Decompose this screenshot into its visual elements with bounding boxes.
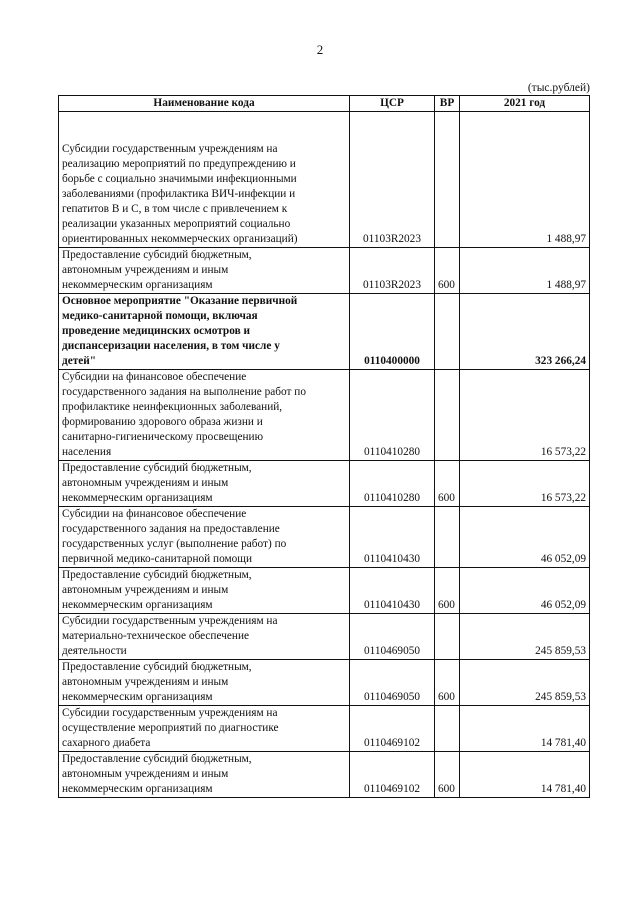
table-row [59,706,590,752]
row-name-line: автономным учреждениям и иным [62,477,229,489]
row-name-line: Субсидии на финансовое обеспечение [62,371,247,383]
table-row [59,461,590,507]
row-name-line: материально-техническое обеспечение [62,630,250,642]
row-sum: 16 573,22 [460,461,590,507]
row-name-line: формированию здорового образа жизни и [62,416,263,428]
row-name [59,752,350,798]
row-sum: 14 781,40 [460,752,590,798]
row-name-line: сахарного диабета [62,737,151,749]
row-name [59,706,350,752]
row-vr [435,370,460,461]
row-csr: 0110410280 [350,370,435,461]
table-row [59,294,590,370]
row-name-line: автономным учреждениям и иным [62,768,229,780]
row-name-line: автономным учреждениям и иным [62,676,229,688]
row-name-line: гепатитов В и С, в том числе с привлечением к [62,203,288,215]
row-sum: 46 052,09 [460,568,590,614]
row-name-line: Предоставление субсидий бюджетным, [62,753,252,765]
row-name [59,112,350,248]
row-vr: 600 [435,248,460,294]
row-csr: 01103R2023 [350,112,435,248]
table-row [59,568,590,614]
row-sum: 1 488,97 [460,112,590,248]
row-name-line [62,112,346,127]
row-name-line: профилактике неинфекционных заболеваний, [62,401,283,413]
table-row [59,507,590,568]
row-vr [435,112,460,248]
table-row [59,614,590,660]
header-csr: ЦСР [350,96,435,112]
row-name [59,614,350,660]
row-name [59,461,350,507]
row-name-line: Субсидии государственным учреждениям на [62,615,278,627]
row-name [59,507,350,568]
header-year: 2021 год [460,96,590,112]
row-name-line: диспансеризации населения, в том числе у [62,340,280,352]
row-name [59,660,350,706]
row-name-line: реализацию мероприятий по предупреждению и [62,158,296,170]
row-vr: 600 [435,461,460,507]
units-label: (тыс.рублей) [527,82,590,94]
row-csr: 01103R2023 [350,248,435,294]
table-row [59,112,590,248]
row-name-line: деятельности [62,645,127,657]
row-name [59,294,350,370]
row-name-line: некоммерческим организациям [62,279,213,291]
row-csr: 0110469050 [350,614,435,660]
row-name-line: заболеваниями (профилактика ВИЧ-инфекции и [62,188,296,200]
table-row [59,752,590,798]
table-row [59,660,590,706]
row-vr [435,294,460,370]
row-name-line: государственных услуг (выполнение работ) по [62,538,287,550]
row-name-line: Основное мероприятие "Оказание первичной [62,295,298,307]
row-csr: 0110469050 [350,660,435,706]
row-name-line: медико-санитарной помощи, включая [62,310,258,322]
row-name-line: автономным учреждениям и иным [62,264,229,276]
row-name-line: государственного задания на выполнение работ по [62,386,306,398]
row-vr: 600 [435,752,460,798]
row-name-line: осуществление мероприятий по диагностике [62,722,279,734]
row-name-line: некоммерческим организациям [62,783,213,795]
row-sum: 14 781,40 [460,706,590,752]
row-name-line: первичной медико-санитарной помощи [62,553,253,565]
table-row [59,370,590,461]
page-number: 2 [316,42,324,57]
row-vr [435,614,460,660]
row-name-line: Субсидии государственным учреждениям на [62,143,278,155]
row-name-line: некоммерческим организациям [62,599,213,611]
row-csr: 0110400000 [350,294,435,370]
row-name-line: автономным учреждениям и иным [62,584,229,596]
row-csr: 0110469102 [350,706,435,752]
row-sum: 1 488,97 [460,248,590,294]
row-sum: 323 266,24 [460,294,590,370]
row-name-line: Субсидии государственным учреждениям на [62,707,278,719]
row-name-line: Субсидии на финансовое обеспечение [62,508,247,520]
row-name-line: ориентированных некоммерческих организаций) [62,233,298,245]
row-sum: 245 859,53 [460,614,590,660]
row-name [59,568,350,614]
row-vr [435,706,460,752]
header-name: Наименование кода [59,96,350,112]
row-name-line: Предоставление субсидий бюджетным, [62,249,252,261]
row-sum: 245 859,53 [460,660,590,706]
row-name-line: реализации указанных мероприятий социально [62,218,291,230]
row-csr: 0110469102 [350,752,435,798]
header-vr: ВР [435,96,460,112]
table-header-row [59,96,590,112]
table-row [59,248,590,294]
row-name-line: борьбе с социально значимыми инфекционными [62,173,297,185]
row-csr: 0110410280 [350,461,435,507]
row-csr: 0110410430 [350,568,435,614]
row-csr: 0110410430 [350,507,435,568]
row-name-line: Предоставление субсидий бюджетным, [62,462,252,474]
row-name-line: населения [62,446,112,458]
row-name [59,248,350,294]
row-vr [435,507,460,568]
row-name-line: Предоставление субсидий бюджетным, [62,569,252,581]
row-name-line: некоммерческим организациям [62,691,213,703]
row-name-line: санитарно-гигиеническому просвещению [62,431,264,443]
row-name-line: детей" [62,355,97,367]
row-name-line [62,127,346,142]
row-name-line: Предоставление субсидий бюджетным, [62,661,252,673]
row-sum: 46 052,09 [460,507,590,568]
row-vr: 600 [435,660,460,706]
budget-table [58,95,590,798]
row-vr: 600 [435,568,460,614]
row-name-line: некоммерческим организациям [62,492,213,504]
row-name-line: государственного задания на предоставление [62,523,280,535]
row-sum: 16 573,22 [460,370,590,461]
row-name [59,370,350,461]
row-name-line: проведение медицинских осмотров и [62,325,251,337]
